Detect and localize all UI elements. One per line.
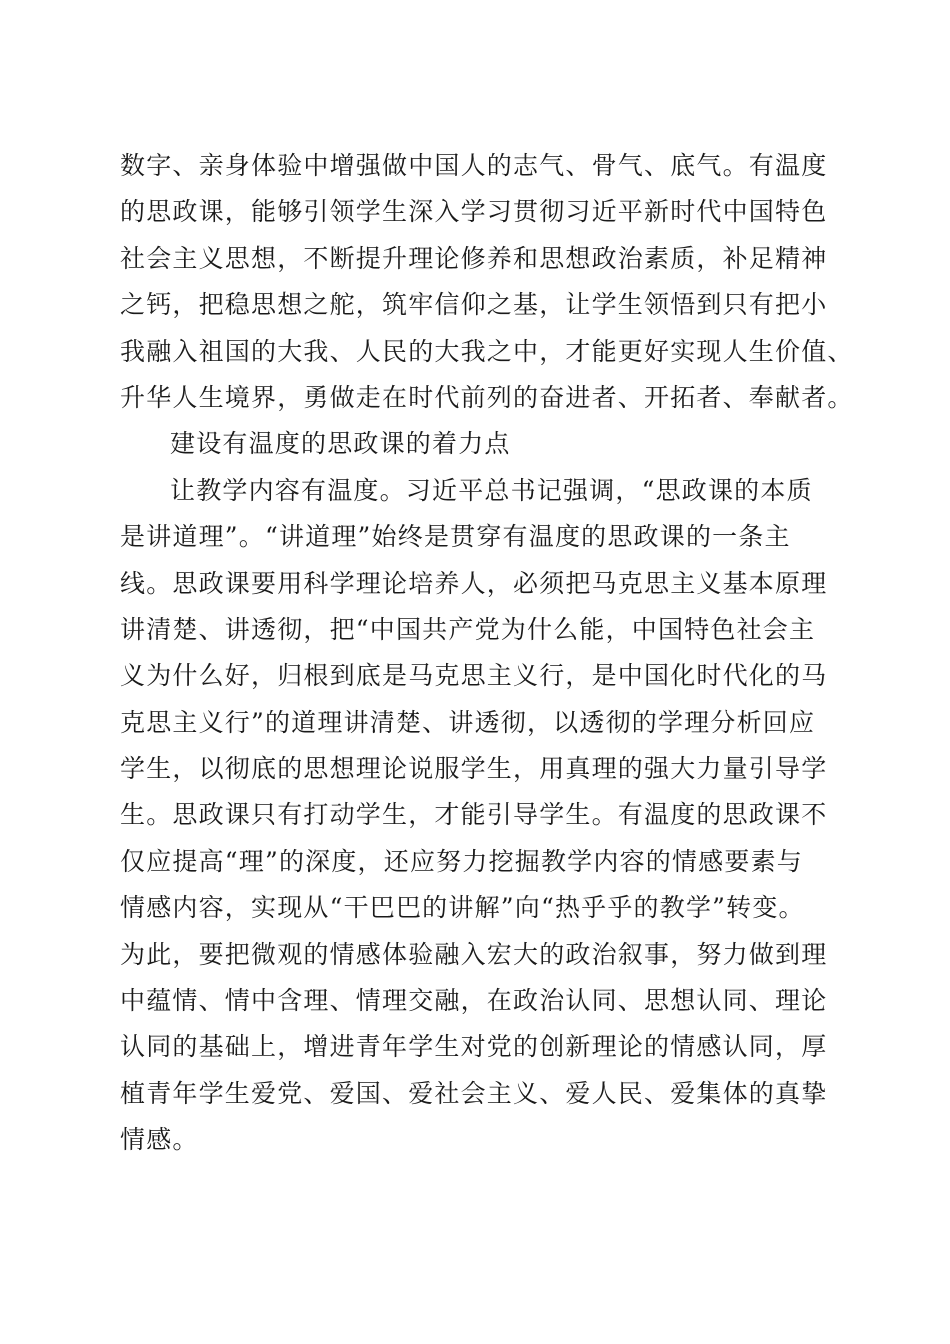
text-line: 情感。 [120,1125,199,1155]
text-line: 线。思政课要用科学理论培养人，必须把马克思主义基本原理 [120,568,828,598]
text-line: 学生，以彻底的思想理论说服学生，用真理的强大力量引导学 [120,754,828,784]
text-line: 数字、亲身体验中增强做中国人的志气、骨气、底气。有温度 [120,151,828,180]
text-line: 义为什么好，归根到底是马克思主义行，是中国化时代化的马 [120,661,828,691]
text-line: 社会主义思想，不断提升理论修养和思想政治素质，补足精神 [120,243,828,273]
text-line: 我融入祖国的大我、人民的大我之中，才能更好实现人生价值、 [120,336,854,366]
text-line: 仅应提高“理”的深度，还应努力挖掘教学内容的情感要素与 [120,846,803,876]
text-line: 为此，要把微观的情感体验融入宏大的政治叙事，努力做到理 [120,939,828,969]
text-line: 讲清楚、讲透彻，把“中国共产党为什么能，中国特色社会主 [120,614,816,644]
section-heading: 建设有温度的思政课的着力点 [170,429,511,459]
text-line: 克思主义行”的道理讲清楚、讲透彻，以透彻的学理分析回应 [120,707,816,737]
text-line: 是讲道理”。“讲道理”始终是贯穿有温度的思政课的一条主 [120,522,791,552]
text-line: 认同的基础上，增进青年学生对党的创新理论的情感认同，厚 [120,1032,828,1062]
text-line: 中蕴情、情中含理、情理交融，在政治认同、思想认同、理论 [120,986,828,1016]
text-line: 植青年学生爱党、爱国、爱社会主义、爱人民、爱集体的真挚 [120,1078,828,1108]
body-text [120,143,854,1164]
text-line: 生。思政课只有打动学生，才能引导学生。有温度的思政课不 [120,800,828,830]
text-line: 之钙，把稳思想之舵，筑牢信仰之基，让学生领悟到只有把小 [120,290,828,320]
text-line: 的思政课，能够引领学生深入学习贯彻习近平新时代中国特色 [120,197,828,227]
text-line: 情感内容，实现从“干巴巴的讲解”向“热乎乎的教学”转变。 [120,893,805,923]
text-line: 升华人生境界，勇做走在时代前列的奋进者、开拓者、奉献者。 [120,382,854,412]
text-line: 让教学内容有温度。习近平总书记强调，“思政课的本质 [170,475,813,505]
